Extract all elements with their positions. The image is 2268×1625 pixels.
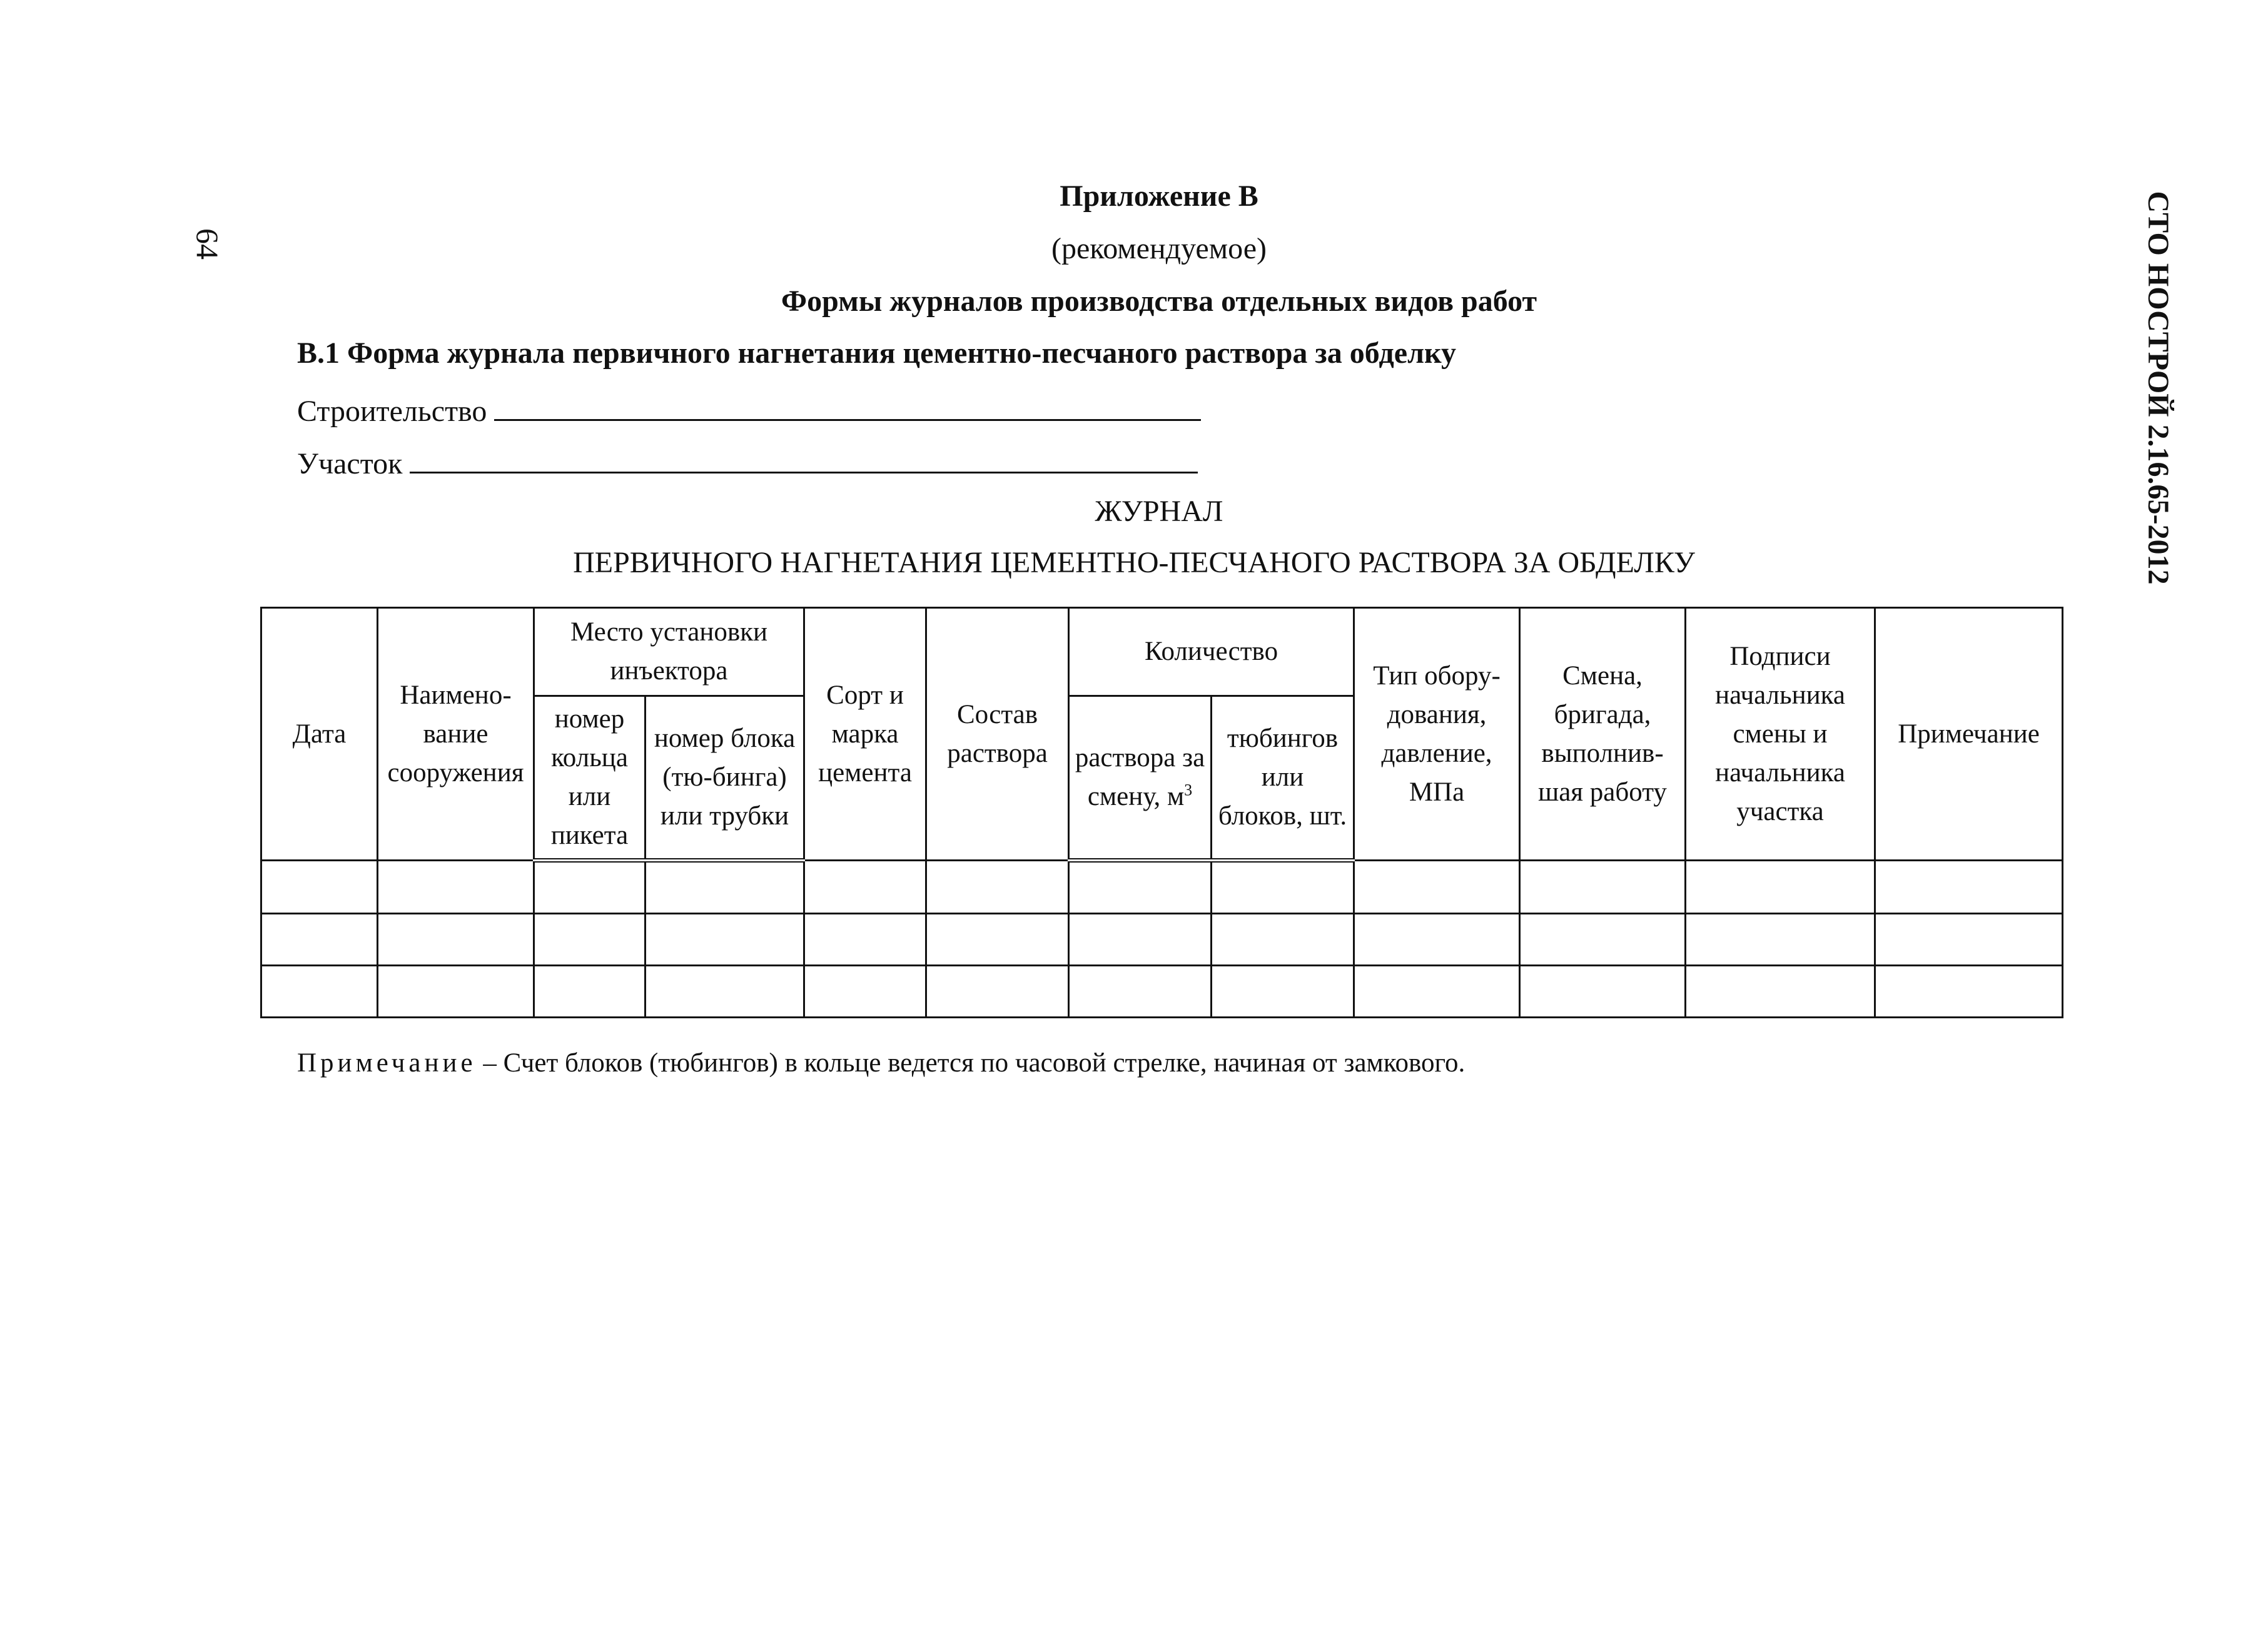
header-mortar-composition: Состав раствора	[926, 608, 1069, 861]
table-cell	[645, 861, 804, 914]
table-cell	[1875, 861, 2063, 914]
table-cell	[1520, 861, 1686, 914]
table-header-row-1	[261, 608, 2063, 696]
table-cell	[926, 914, 1069, 966]
mortar-volume-exponent: 3	[1184, 781, 1193, 799]
table-cell	[1212, 861, 1354, 914]
table-cell	[534, 966, 645, 1018]
table-cell	[1520, 966, 1686, 1018]
table-cell	[378, 966, 534, 1018]
table-cell	[261, 861, 378, 914]
table-row	[261, 914, 2063, 966]
table-cell	[1069, 966, 1212, 1018]
table-cell	[804, 914, 926, 966]
table-cell	[1686, 861, 1875, 914]
appendix-status: (рекомендуемое)	[1051, 232, 1267, 265]
header-mortar-volume	[1069, 696, 1212, 861]
section-label: Участок	[297, 447, 403, 480]
construction-label: Строительство	[297, 395, 487, 428]
table-cell	[1520, 914, 1686, 966]
journal-subtitle: ПЕРВИЧНОГО НАГНЕТАНИЯ ЦЕМЕНТНО-ПЕСЧАНОГО РАСТВОРА ЗА ОБДЕЛКУ	[573, 546, 1695, 579]
table-cell	[645, 966, 804, 1018]
header-structure-name: Наимено-вание сооружения	[378, 608, 534, 861]
header-equipment-type: Тип обору-дования, давление, МПа	[1354, 608, 1520, 861]
header-tubing-count: тюбингов или блоков, шт.	[1212, 696, 1354, 861]
header-remarks: Примечание	[1875, 608, 2063, 861]
table-cell	[1686, 966, 1875, 1018]
table-cell	[926, 861, 1069, 914]
note-text: – Счет блоков (тюбингов) в кольце ведется по часовой стрелке, начиная от замкового.	[476, 1048, 1466, 1078]
section-blank-line	[410, 440, 1198, 473]
header-cement-grade: Сорт и марка цемента	[804, 608, 926, 861]
forms-title: Формы журналов производства отдельных видов работ	[781, 285, 1537, 318]
table-cell	[1875, 966, 2063, 1018]
header-shift-brigade: Смена, бригада, выполнив-шая работу	[1520, 608, 1686, 861]
header-quantity: Количество	[1069, 608, 1354, 696]
note	[297, 1045, 1465, 1082]
table-cell	[1354, 966, 1520, 1018]
table-cell	[534, 861, 645, 914]
table-cell	[261, 914, 378, 966]
section-field	[297, 440, 1198, 483]
section-heading: В.1 Форма журнала первичного нагнетания цементно-песчаного раствора за обделку	[297, 337, 1457, 370]
header-date: Дата	[261, 608, 378, 861]
table-cell	[1212, 914, 1354, 966]
header-signatures: Подписи начальника смены и начальника участка	[1686, 608, 1875, 861]
table-cell	[1354, 914, 1520, 966]
header-block-number: номер блока (тю-бинга) или трубки	[645, 696, 804, 861]
mortar-volume-label: раствора за смену, м	[1075, 743, 1205, 811]
construction-blank-line	[494, 388, 1201, 421]
table-cell	[926, 966, 1069, 1018]
table-cell	[261, 966, 378, 1018]
table-cell	[1069, 914, 1212, 966]
table-cell	[1212, 966, 1354, 1018]
header-injector-location: Место установки инъектора	[534, 608, 804, 696]
table-row	[261, 861, 2063, 914]
construction-field	[297, 388, 1201, 430]
table-cell	[1686, 914, 1875, 966]
table-cell	[378, 914, 534, 966]
table-cell	[804, 861, 926, 914]
standard-code: СТО НОСТРОЙ 2.16.65-2012	[2142, 191, 2175, 585]
note-label: Примечание	[297, 1048, 477, 1078]
table-cell	[1875, 914, 2063, 966]
journal-title: ЖУРНАЛ	[1095, 495, 1223, 528]
appendix-title: Приложение В	[1060, 180, 1258, 213]
table-row	[261, 966, 2063, 1018]
table-cell	[645, 914, 804, 966]
table-cell	[378, 861, 534, 914]
page-number: 64	[190, 228, 225, 260]
journal-table	[260, 607, 2063, 1018]
table-cell	[804, 966, 926, 1018]
table-cell	[1069, 861, 1212, 914]
header-ring-number: номер кольца или пикета	[534, 696, 645, 861]
table-cell	[1354, 861, 1520, 914]
table-cell	[534, 914, 645, 966]
